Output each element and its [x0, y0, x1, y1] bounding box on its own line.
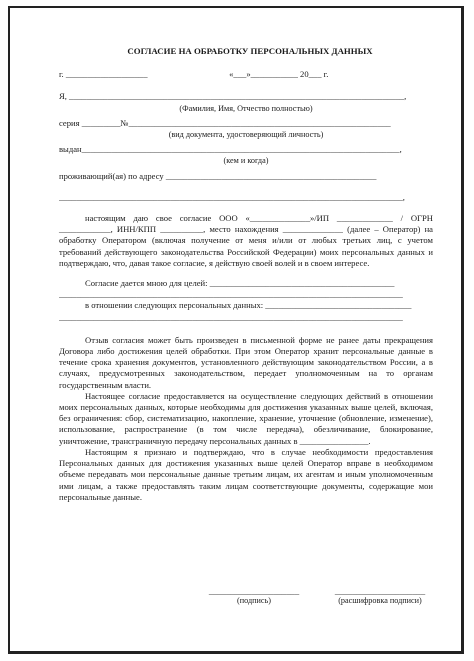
document-title: СОГЛАСИЕ НА ОБРАБОТКУ ПЕРСОНАЛЬНЫХ ДАННЫХ: [127, 46, 373, 56]
address-field-line-2: ________________________________________________________________________________,: [59, 191, 405, 202]
document-caption: (вид документа, удостоверяющий личность): [168, 130, 324, 140]
consent-paragraph: настоящим даю свое согласие ООО «______________»/ИП _____________ / ОГРН ____________, ИНН/КПП __________, место нахождения ______________ (далее – Оператор) на обработку Оператором (включая получение от меня и/или от любых третьих лиц, с учетом требований действующего законодательства Российской Федерации) моих персональных данных и подтверждаю, что, давая такое согласие, я действую своей волей и в своем интересе.: [59, 213, 433, 268]
signature-caption: (подпись): [237, 596, 271, 605]
name-caption: (Фамилия, Имя, Отчество полностью): [179, 103, 313, 113]
issued-field-line: выдан__________________________________________________________________________,: [59, 144, 402, 155]
name-field-line: Я, ______________________________________________________________________________,: [59, 91, 407, 102]
address-field-line: проживающий(ая) по адресу _________________________________________________: [59, 170, 377, 181]
signature-line: _____________________: [208, 586, 300, 596]
document-field-line: серия _________№_____________________________________________________________: [59, 117, 391, 128]
signature-decode-caption: (расшифровка подписи): [338, 596, 422, 605]
city-date-line: г. ___________________ «___»___________ 20___ г.: [59, 69, 329, 80]
document-page: [59, 46, 433, 503]
signature-decode-line: _____________________: [334, 586, 426, 596]
personal-data-field-line-2: ________________________________________________________________________________: [59, 311, 403, 322]
personal-data-field-line: в отношении следующих персональных данных: __________________________________: [85, 300, 412, 311]
signature-block: [59, 586, 433, 616]
purposes-field-line-2: ________________________________________________________________________________: [59, 289, 403, 300]
confirm-paragraph: Настоящим я признаю и подтверждаю, что в случае необходимости предоставления Персональных данных для достижения указанных выше целей Оператор вправе в необходимом объеме передавать мои персональные данные третьим лицам, их агентам и иным уполномоченным ими лицам, а также предоставлять таким лицам соответствующие документы, содержащие мои персональные данные.: [59, 446, 433, 502]
revoke-paragraph: Отзыв согласия может быть произведен в письменной форме не ранее даты прекращения Договора либо достижения целей обработки. При этом Оператор хранит персональные данные в течение срока хранения документов, установленного действующим законодательством России, а в случаях, предусмотренных законодательством, передает уполномоченным на то органам государственным власти.: [59, 334, 433, 390]
issued-caption: (кем и когда): [223, 156, 269, 166]
purposes-field-line: Согласие дается мною для целей: ___________________________________________: [85, 278, 395, 289]
actions-paragraph: Настоящее согласие предоставляется на осуществление следующих действий в отношении моих персональных данных, которые необходимы для достижения указанных выше целей, включая, без ограничения: сбор, систематизацию, накопление, хранение, уточнение (обновление, изменение), использование, распространение (в том числе передача), обезличивание, блокирование, уничтожение, трансграничную передачу персональных данных в ________________.: [59, 390, 433, 446]
